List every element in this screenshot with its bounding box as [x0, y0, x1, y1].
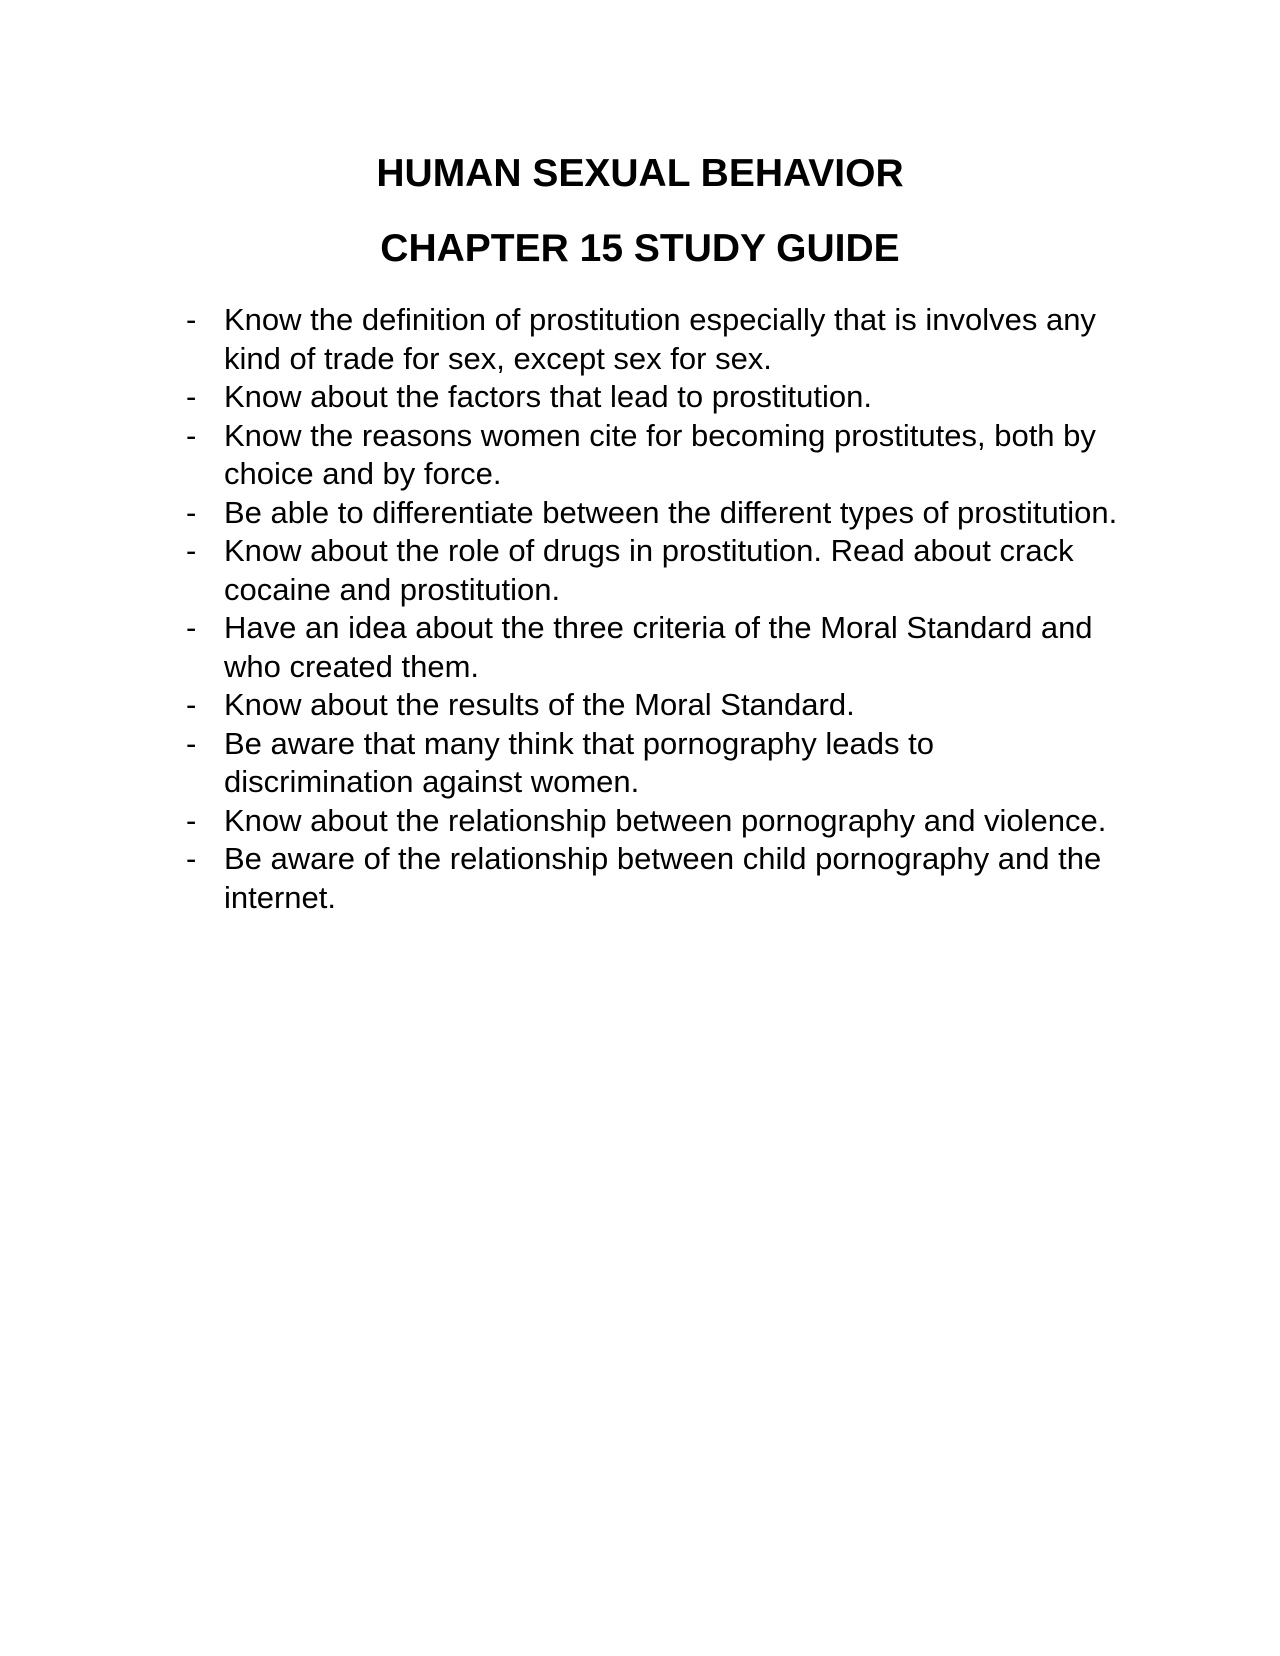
list-item [186, 609, 1126, 686]
list-item [186, 725, 1126, 802]
list-item-text: Be aware of the relationship between child pornography and the internet. [224, 841, 1102, 915]
list-item [186, 686, 1126, 725]
list-item-text: Know about the factors that lead to prostitution. [224, 379, 872, 414]
list-item [186, 840, 1126, 917]
list-item-text: Know about the role of drugs in prostitution. Read about crack cocaine and prostitution. [224, 533, 1074, 607]
list-item-text: Be aware that many think that pornography leads to discrimination against women. [224, 725, 934, 799]
document-title: HUMAN SEXUAL BEHAVIOR [376, 152, 904, 195]
list-item-text: Know the reasons women cite for becoming prostitutes, both by choice and by force. [224, 417, 1096, 491]
bullet-dash: - [186, 533, 197, 568]
bullet-dash: - [186, 417, 197, 453]
bullet-dash: - [186, 841, 197, 876]
list-item-text: Have an idea about the three criteria of the Moral Standard and who created them. [224, 610, 1093, 684]
bullet-dash: - [186, 725, 197, 761]
list-item [186, 301, 1126, 378]
bullet-dash: - [186, 302, 197, 337]
bullet-dash: - [186, 379, 197, 414]
list-item-text: Know about the results of the Moral Standard. [224, 687, 855, 722]
bullet-dash: - [186, 610, 197, 645]
list-item [186, 802, 1126, 841]
study-guide-list [186, 301, 1126, 917]
list-item-text: Know the definition of prostitution especially that is involves any kind of trade for sex, except sex for sex. [224, 302, 1096, 376]
list-item [186, 494, 1126, 533]
bullet-dash: - [186, 802, 197, 838]
list-item [186, 532, 1126, 609]
list-item [186, 378, 1126, 417]
bullet-dash: - [186, 494, 197, 530]
list-item-text: Know about the relationship between pornography and violence. [224, 802, 1107, 838]
list-item-text: Be able to differentiate between the different types of prostitution. [224, 494, 1118, 530]
document-subtitle: CHAPTER 15 STUDY GUIDE [380, 227, 900, 270]
bullet-dash: - [186, 687, 197, 722]
list-item [186, 417, 1126, 494]
